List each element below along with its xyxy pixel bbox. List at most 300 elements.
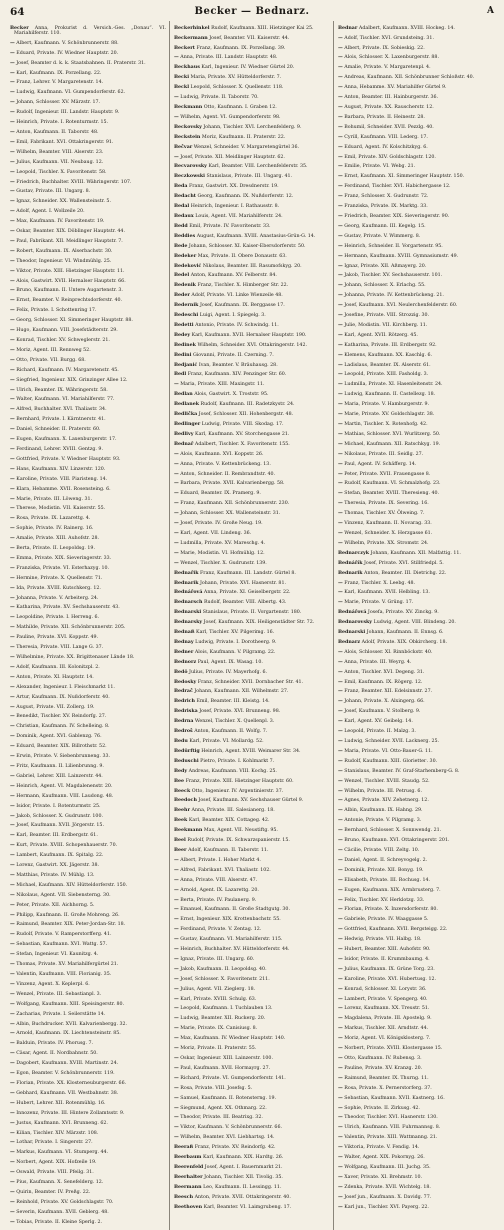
directory-entry bbox=[338, 442, 494, 447]
directory-entry bbox=[338, 789, 494, 794]
entry-details: Cyrill, Kaufmann. VIII. Lederg. 17. bbox=[344, 134, 428, 140]
entry-details: Justus, Kaufmann. XVI. Brunneng. 62. bbox=[16, 1120, 108, 1126]
directory-entry bbox=[338, 858, 494, 863]
directory-entry bbox=[338, 353, 494, 358]
directory-entry bbox=[338, 680, 494, 685]
directory-entry bbox=[174, 273, 330, 278]
entry-details: Adolf, Private. VI. Linke Wienzeile 48. bbox=[191, 293, 283, 299]
directory-entry bbox=[10, 556, 166, 561]
entry-name: Bednařik bbox=[174, 570, 199, 576]
entry-details: Alois, Gastwirt. X. Troststr. 95. bbox=[194, 392, 269, 398]
directory-entry bbox=[174, 907, 330, 912]
directory-entry bbox=[174, 917, 330, 922]
entry-details: Karl, Kaufmann. XIX. Hardtg. 26. bbox=[202, 1155, 284, 1161]
entry-details: Moriz, Private. II. Praterstr. 55. bbox=[180, 1046, 257, 1052]
directory-entry bbox=[10, 90, 166, 95]
entry-name: — bbox=[338, 857, 343, 863]
entry-details: Berta, Private. II. Leopoldsg. 19. bbox=[16, 546, 95, 552]
entry-name: Bedy bbox=[174, 768, 188, 774]
entry-name: — bbox=[338, 867, 343, 873]
entry-name: Beedoch bbox=[174, 798, 197, 804]
entry-details: Anton, Kaufmann. II. Wolfg. 7. bbox=[194, 729, 268, 735]
entry-details: Emil, Private. XIV. Goldschlagstr. 120. bbox=[344, 154, 436, 160]
entry-name: Bee bbox=[174, 778, 185, 784]
directory-entry bbox=[174, 501, 330, 506]
directory-entry bbox=[338, 531, 494, 536]
directory-entry bbox=[338, 135, 494, 140]
directory-entry bbox=[338, 1106, 494, 1111]
entry-name: — bbox=[174, 1036, 179, 1042]
entry-details: Anton, Tischler. XVI. Degeng. 31. bbox=[344, 669, 425, 675]
entry-name: — bbox=[338, 1056, 343, 1061]
entry-name: — bbox=[174, 1135, 179, 1141]
directory-entry bbox=[174, 511, 330, 516]
entry-details: Stanislaus, Beamter. IV. Graf-Starhemberg-G. 8. bbox=[344, 768, 460, 774]
entry-details: Reinhold, Private. XV. Goldschlagstr. 70. bbox=[16, 1199, 114, 1205]
directory-entry bbox=[10, 219, 166, 224]
entry-details: Johann, Kaufmann. XII. Malfattig. 11. bbox=[370, 550, 461, 556]
directory-entry bbox=[338, 957, 494, 962]
entry-details: Wilhelm, Agent. VI. Gumpendorferstr. 98. bbox=[180, 114, 281, 120]
directory-entry bbox=[174, 888, 330, 893]
entry-name: — bbox=[10, 823, 15, 829]
entry-name: — bbox=[338, 431, 343, 437]
entry-details: Daniel, Agent. II. Schreyvogelg. 2. bbox=[344, 857, 428, 863]
entry-name: — bbox=[338, 1026, 343, 1032]
directory-entry bbox=[338, 343, 494, 348]
entry-details: Ludwig, Kaufmann. VI. Gumpendorferstr. 62. bbox=[16, 90, 126, 96]
entry-details: Paul, Kaufmann. XVII. Hormayrg. 27. bbox=[180, 1065, 271, 1071]
entry-name: — bbox=[338, 332, 343, 338]
entry-name: — bbox=[338, 768, 343, 774]
entry-details: Magdalena, Private. III. Apostelg. 9. bbox=[344, 1016, 432, 1022]
entry-details: Josef jun., Kaufmann. X. Davidg. 77. bbox=[344, 1194, 432, 1200]
directory-entry bbox=[338, 392, 494, 397]
entry-details: Stefan, Ingenieur. VI. Kaunitzg. 4. bbox=[16, 952, 99, 958]
directory-entry bbox=[10, 814, 166, 819]
directory-entry bbox=[174, 402, 330, 407]
directory-entry bbox=[10, 407, 166, 412]
directory-entry bbox=[174, 987, 330, 992]
entry-details: Valentin, Kaufmann. VIII. Florianig. 35. bbox=[16, 972, 112, 977]
entry-details: Rosa, Private. IX. Lazarettg. 4. bbox=[16, 516, 91, 522]
directory-entry bbox=[338, 481, 494, 486]
entry-details: Sebastian, Kaufmann. XVII. Kastnerg. 16. bbox=[344, 1095, 445, 1101]
directory-entry bbox=[338, 244, 494, 249]
entry-name: Bedeschi bbox=[174, 313, 199, 319]
entry-name: Bedeker bbox=[174, 253, 197, 259]
entry-details: Amalie, Private. V. Margaretenpl. 4. bbox=[344, 65, 431, 71]
entry-details: Julius, Kaufmann. VII. Neubaug. 12. bbox=[16, 159, 104, 165]
entry-details: Alois, Schlosser. X. Laxenburgerstr. 88. bbox=[344, 55, 439, 61]
entry-name: — bbox=[10, 110, 15, 116]
entry-details: Siegmund, Agent. XX. Othmarg. 22. bbox=[180, 1105, 267, 1111]
entry-name: — bbox=[174, 1006, 179, 1012]
entry-details: Anton, Private. XVII. Ottakringerstr. 40. bbox=[194, 1194, 291, 1200]
directory-entry bbox=[338, 917, 494, 922]
directory-entry bbox=[10, 457, 166, 462]
directory-entry bbox=[174, 848, 330, 853]
entry-details: Hermann, Kaufmann. XVIII. Gymnasiumstr. 49. bbox=[344, 253, 459, 259]
entry-name: — bbox=[338, 1115, 343, 1121]
entry-details: Tobias, Private. II. Kleine Sperlg. 2. bbox=[16, 1219, 103, 1225]
entry-details: Anna, Private. XI. Geiselbergstr. 22. bbox=[203, 590, 291, 596]
entry-name: Beckl bbox=[174, 85, 190, 91]
entry-name: — bbox=[10, 1071, 15, 1077]
entry-details: Isidor, Private. II. Krummbaumg. 4. bbox=[344, 956, 430, 962]
directory-entry bbox=[174, 1175, 330, 1180]
entry-details: Ignaz, Private. XII. Aßmayerg. 20. bbox=[344, 263, 427, 269]
entry-name: — bbox=[338, 689, 343, 695]
entry-name: — bbox=[338, 1006, 343, 1012]
directory-entry bbox=[338, 610, 494, 615]
entry-details: Leopold, Kaufmann. I. Tuchlauben 13. bbox=[180, 1006, 273, 1012]
directory-entry bbox=[174, 452, 330, 457]
entry-details: Rudolf, Beamter. VIII. Albertg. 43. bbox=[203, 600, 287, 606]
directory-entry bbox=[174, 561, 330, 566]
entry-name: — bbox=[10, 248, 15, 254]
entry-name: Bedlinger bbox=[174, 422, 201, 427]
entry-name: — bbox=[174, 154, 179, 160]
directory-entry bbox=[10, 1180, 166, 1185]
entry-details: Wilhelm, Beamter. XVI. Liebhartsg. 14. bbox=[180, 1135, 275, 1141]
directory-entry bbox=[10, 903, 166, 908]
entry-name: — bbox=[10, 902, 15, 908]
entry-name: Beduschi bbox=[174, 758, 199, 764]
entry-name: — bbox=[174, 1016, 179, 1022]
directory-entry bbox=[10, 605, 166, 610]
directory-entry bbox=[174, 1185, 330, 1190]
entry-name: — bbox=[10, 813, 15, 819]
entry-name: — bbox=[10, 962, 15, 968]
entry-name: — bbox=[10, 169, 15, 175]
entry-name: Beckermann bbox=[174, 35, 208, 41]
directory-entry bbox=[174, 1115, 330, 1120]
entry-details: Josef, Schlosser. XII. Hohenbergstr. 48. bbox=[198, 412, 294, 418]
entry-name: Bedaux bbox=[174, 213, 194, 219]
entry-details: Ferdinand, Lehrer. XVIII. Gentzg. 9. bbox=[16, 446, 103, 452]
directory-entry bbox=[10, 982, 166, 987]
entry-details: Adolf, Tischler. XVI. Grundsteing. 31. bbox=[344, 35, 434, 41]
entry-name: — bbox=[338, 303, 343, 309]
directory-entry bbox=[338, 164, 494, 169]
entry-name: Bedrna bbox=[174, 719, 194, 725]
directory-entry bbox=[10, 239, 166, 244]
entry-details: Gustav, Kaufmann. VI. Mariahilferstr. 115. bbox=[180, 937, 283, 943]
entry-name: — bbox=[10, 50, 15, 56]
directory-entry bbox=[174, 244, 330, 249]
entry-details: Adolf, Agent. I. Wollzeile 20. bbox=[16, 209, 85, 215]
entry-details: Theodor, Ingenieur. VI. Windmühlg. 25. bbox=[16, 258, 112, 264]
directory-entry bbox=[174, 858, 330, 863]
entry-name: — bbox=[338, 758, 343, 764]
entry-details: Adolf, Private. XIX. Obkircherg. 18. bbox=[361, 639, 447, 645]
directory-entry bbox=[338, 1096, 494, 1101]
directory-entry bbox=[10, 833, 166, 838]
directory-entry bbox=[10, 566, 166, 571]
entry-name: — bbox=[338, 253, 343, 259]
entry-details: Lambert, Private. V. Spengerg. 40. bbox=[344, 996, 428, 1002]
entry-details: Leopold, Tischler. X. Favoritenstr. 58. bbox=[16, 169, 107, 175]
directory-entry bbox=[10, 1121, 166, 1126]
entry-details: Leo, Kaufmann. II. Lessingg. 11. bbox=[203, 1184, 282, 1190]
directory-entry bbox=[10, 526, 166, 531]
entry-details: Oskar, Beamter. XIX. Döblinger Hauptstr. 44. bbox=[16, 229, 125, 235]
entry-details: Josef, Kaufmann. IX. Berggasse 17. bbox=[199, 303, 285, 309]
entry-name: — bbox=[174, 481, 179, 487]
entry-name: — bbox=[338, 540, 343, 546]
entry-name: — bbox=[10, 100, 15, 106]
entry-details: Fritz, Kaufmann. II. Lilienbrunng. 9. bbox=[16, 763, 104, 769]
entry-details: Vinzenz, Agent. X. Keplerpl. 6. bbox=[16, 981, 90, 987]
entry-name: — bbox=[338, 1065, 343, 1071]
directory-entry bbox=[174, 224, 330, 229]
directory-entry bbox=[174, 145, 330, 150]
directory-entry bbox=[338, 214, 494, 219]
entry-details: August, Private. VII. Zollerg. 19. bbox=[16, 704, 95, 710]
directory-entry bbox=[10, 774, 166, 779]
directory-entry bbox=[10, 823, 166, 828]
entry-details: Maria, Private. XIII. Maxingstr. 11. bbox=[180, 382, 265, 388]
entry-name: — bbox=[10, 417, 15, 423]
directory-entry bbox=[10, 1190, 166, 1195]
entry-details: Vinzenz, Kaufmann. II. Novarag. 33. bbox=[344, 521, 432, 527]
entry-details: Anton, Beamter. III. Dietrichg. 22. bbox=[364, 570, 447, 576]
directory-entry bbox=[338, 660, 494, 665]
entry-details: Felix, Private. I. Schottenring 17. bbox=[16, 308, 97, 314]
entry-details: Georg, Kaufmann. III. Kegelg. 15. bbox=[344, 223, 426, 229]
entry-name: — bbox=[338, 739, 343, 744]
directory-entry bbox=[338, 283, 494, 288]
directory-entry bbox=[174, 491, 330, 496]
directory-entry bbox=[10, 655, 166, 660]
entry-name: — bbox=[174, 501, 179, 507]
entry-details: Georg, Schlosser. XI. Simmeringer Hauptstr. 88. bbox=[16, 318, 133, 324]
directory-entry bbox=[174, 1125, 330, 1130]
entry-name: — bbox=[338, 1105, 343, 1111]
entry-details: Ferdinand, Tischler. XVI. Habichergasse 12. bbox=[344, 184, 451, 190]
entry-details: Otto, Kaufmann. IV. Rubensg. 3. bbox=[344, 1056, 422, 1061]
entry-details: Johanna, Private. V. Arbeiterg. 24. bbox=[16, 595, 99, 601]
entry-details: Isidor, Private. I. Rotenturmstr. 25. bbox=[16, 803, 101, 809]
directory-entry bbox=[338, 977, 494, 982]
directory-entry bbox=[10, 1200, 166, 1205]
directory-entry bbox=[10, 388, 166, 393]
directory-entry bbox=[174, 382, 330, 387]
directory-entry bbox=[174, 432, 330, 437]
entry-details: Johann, Kaufmann. II. Ennsg. 6. bbox=[366, 630, 444, 636]
entry-details: Michael, Kaufmann. XII. Ratschkyg. 19. bbox=[344, 441, 441, 447]
entry-details: Eugen, Kaufmann. X. Laxenburgerstr. 17. bbox=[16, 437, 117, 443]
directory-entry bbox=[338, 85, 494, 90]
directory-entry bbox=[174, 85, 330, 90]
directory-entry bbox=[338, 382, 494, 387]
entry-name: — bbox=[10, 565, 15, 571]
entry-details: Sophie, Private. II. Zirkusg. 42. bbox=[344, 1105, 420, 1111]
entry-details: Norbert, Private. XVIII. Klostergasse 15. bbox=[344, 1046, 443, 1052]
entry-name: — bbox=[10, 367, 15, 373]
entry-name: — bbox=[10, 1051, 15, 1057]
entry-name: Beermann bbox=[174, 1184, 202, 1190]
entry-name: — bbox=[10, 238, 15, 244]
entry-details: Johann, Private. X. Alxingerg. 66. bbox=[344, 699, 425, 705]
directory-entry bbox=[338, 551, 494, 556]
entry-name: Becker bbox=[10, 25, 29, 31]
entry-name: — bbox=[10, 734, 15, 740]
entry-name: — bbox=[10, 298, 15, 304]
entry-name: — bbox=[10, 615, 15, 621]
directory-entry bbox=[338, 155, 494, 160]
entry-details: Marie, Private. III. Löweng. 31. bbox=[16, 496, 93, 502]
entry-details: Ludmilla, Private. XI. Hasenleitenstr. 24. bbox=[344, 382, 443, 388]
entry-details: Josef, Beamter. VII. Kaiserstr. 44. bbox=[209, 35, 290, 41]
entry-details: Robert, Kaufmann. IX. Alserbachstr. 30. bbox=[16, 248, 113, 254]
directory-entry bbox=[338, 26, 494, 31]
directory-entry bbox=[174, 967, 330, 972]
entry-name: — bbox=[10, 942, 15, 948]
entry-name: — bbox=[338, 976, 343, 982]
entry-name: Bedlanek bbox=[174, 402, 200, 408]
entry-details: Gustav, Private. III. Ungarg. 8. bbox=[16, 189, 91, 195]
entry-name: — bbox=[338, 907, 343, 913]
entry-name: — bbox=[338, 194, 343, 200]
entry-details: Josefa, Private. XV. Zinckg. 9. bbox=[367, 610, 439, 616]
entry-name: — bbox=[338, 75, 343, 81]
entry-name: — bbox=[10, 1180, 15, 1186]
entry-name: — bbox=[174, 521, 179, 527]
directory-entry bbox=[174, 789, 330, 794]
directory-entry bbox=[338, 838, 494, 843]
entry-details: Dominik, Private. XII. Bonyg. 19. bbox=[344, 867, 424, 873]
entry-name: — bbox=[10, 1170, 15, 1176]
directory-entry bbox=[338, 462, 494, 467]
directory-entry bbox=[174, 343, 330, 348]
entry-details: Julius, Kaufmann. IX. Grüne Torg. 23. bbox=[344, 966, 435, 972]
directory-entry bbox=[338, 1205, 494, 1210]
entry-details: Paul, Agent. IV. Schäfferg. 14. bbox=[344, 461, 417, 467]
entry-name: — bbox=[174, 471, 179, 477]
entry-name: Beer bbox=[174, 847, 187, 853]
entry-name: Bednorz bbox=[174, 659, 197, 665]
directory-entry bbox=[174, 36, 330, 41]
entry-name: — bbox=[338, 748, 343, 754]
directory-entry bbox=[10, 378, 166, 383]
entry-name: — bbox=[174, 461, 179, 467]
entry-name: — bbox=[338, 1095, 343, 1101]
entry-details: Max, Kaufmann. IV. Favoritenstr. 19. bbox=[16, 219, 105, 225]
directory-entry bbox=[174, 105, 330, 110]
entry-name: — bbox=[338, 1085, 343, 1091]
directory-entry bbox=[338, 769, 494, 774]
entry-name: Bedernik bbox=[174, 303, 199, 309]
entry-name: Bedosky bbox=[174, 679, 197, 685]
entry-name: — bbox=[10, 258, 15, 264]
entry-details: Emil, Fabrikant. XVI. Ottakringerstr. 91. bbox=[16, 139, 114, 145]
entry-name: — bbox=[174, 986, 179, 992]
entry-name: — bbox=[338, 412, 343, 418]
entry-name: Bečvar bbox=[174, 144, 193, 150]
directory-entry bbox=[338, 145, 494, 150]
entry-details: Anton, Kaufmann. XV. Felberstr. 84. bbox=[190, 273, 277, 279]
entry-name: — bbox=[10, 635, 15, 641]
entry-details: Johann, Private. XVI. Hasnerstr. 81. bbox=[200, 580, 286, 586]
entry-details: Wenzel, Schneider. V. Margaretengürtel 36. bbox=[193, 144, 299, 150]
entry-details: Zdenka, Private. XVII. Wichtelg. 18. bbox=[344, 1184, 431, 1190]
entry-details: Thomas, Tischler. XV. Ölweing. 7. bbox=[344, 511, 425, 517]
directory-entry bbox=[10, 1140, 166, 1145]
entry-name: Bedeković bbox=[174, 263, 202, 269]
entry-details: Marie, Private. XV. Goldschlagstr. 38. bbox=[344, 412, 435, 418]
entry-details: Adolf, Kaufmann. III. Kolonitzpl. 2. bbox=[16, 664, 100, 670]
entry-details: Karl, Kaufmann. IX. Porzellang. 22. bbox=[16, 70, 102, 76]
entry-name: — bbox=[10, 1150, 15, 1156]
directory-entry bbox=[338, 204, 494, 209]
directory-entry bbox=[174, 1066, 330, 1071]
entry-name: — bbox=[338, 649, 343, 655]
entry-name: — bbox=[10, 288, 15, 294]
entry-details: Marie, Private. IX. Canisiusg. 8. bbox=[180, 1026, 258, 1032]
entry-details: Wolfgang, Kaufmann. XIII. Speisingerstr. 80. bbox=[16, 1001, 125, 1007]
directory-entry bbox=[338, 1046, 494, 1051]
entry-name: Bedlička bbox=[174, 412, 198, 418]
entry-name: — bbox=[10, 1061, 15, 1067]
entry-name: — bbox=[10, 724, 15, 730]
entry-details: Max, Private. II. Obere Donaustr. 63. bbox=[197, 253, 287, 259]
entry-details: Klara, Hebamme. XVII. Rosensteing. 6. bbox=[16, 486, 111, 492]
directory-entry bbox=[174, 194, 330, 199]
entry-name: — bbox=[338, 461, 343, 467]
directory-entry bbox=[174, 392, 330, 397]
directory-entry bbox=[338, 1135, 494, 1140]
entry-name: — bbox=[338, 392, 343, 398]
entry-details: Josef, Private. XVI. Brunneng. 98. bbox=[199, 709, 281, 715]
directory-entry bbox=[10, 318, 166, 323]
directory-entry bbox=[10, 1170, 166, 1175]
entry-name: — bbox=[10, 179, 15, 185]
entry-name: — bbox=[338, 273, 343, 279]
entry-details: Ludwig, Private. VIII. Skodag. 17. bbox=[201, 422, 284, 427]
entry-details: Wilhelmine, Private. XX. Brigittenauer Lände 18. bbox=[16, 655, 135, 660]
directory-entry bbox=[174, 1096, 330, 1101]
entry-name: Beesch bbox=[174, 1194, 194, 1200]
directory-entry bbox=[10, 328, 166, 333]
entry-name: — bbox=[174, 867, 179, 873]
entry-name: — bbox=[10, 922, 15, 928]
entry-details: Franz, Private. XIII. Hietzinger Hauptstr. 60. bbox=[185, 778, 294, 784]
directory-entry bbox=[174, 1046, 330, 1051]
entry-details: Karl, Agent. XVII. Rötzerg. 45. bbox=[344, 332, 418, 338]
entry-name: — bbox=[174, 95, 179, 101]
entry-name: Beek bbox=[174, 818, 188, 824]
entry-details: Adolf, Kaufmann. II. Taborstr. 11. bbox=[188, 847, 269, 853]
directory-entry bbox=[338, 630, 494, 635]
entry-details: Walter, Kaufmann. VI. Mariahilferstr. 77. bbox=[16, 397, 115, 403]
entry-details: Paul, Fabrikant. XII. Meidlinger Hauptstr. 7. bbox=[16, 238, 123, 244]
entry-details: Moriz, Kaufmann. II. Praterstr. 22. bbox=[201, 134, 286, 140]
directory-entry bbox=[174, 442, 330, 447]
entry-name: — bbox=[338, 313, 343, 319]
entry-details: Artur, Kaufmann. IX. Nußdorferstr. 40. bbox=[16, 694, 110, 700]
entry-details: Konrad, Schlosser. XI. Lorystr. 36. bbox=[344, 986, 427, 992]
entry-name: — bbox=[10, 486, 15, 492]
directory-entry bbox=[10, 110, 166, 115]
directory-entry bbox=[338, 432, 494, 437]
entry-name: — bbox=[174, 382, 179, 388]
entry-details: Heinrich, Buchhalter. XV. Hütteldorferstr. 44. bbox=[180, 947, 290, 953]
directory-entry bbox=[174, 640, 330, 645]
entry-details: Anna, Private. III. Salesianerg. 18. bbox=[191, 808, 275, 814]
entry-name: Beczkowski bbox=[174, 174, 205, 180]
